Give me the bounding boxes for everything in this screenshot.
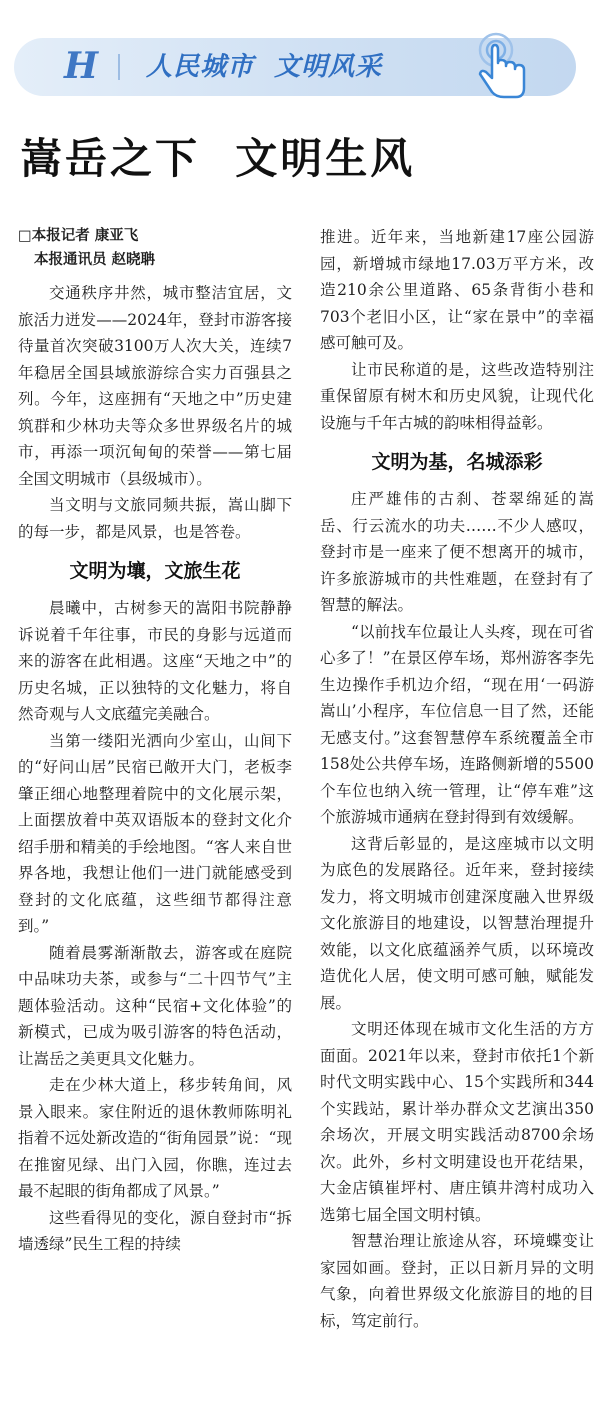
paragraph-continued: 推进。近年来，当地新建17座公园游园，新增城市绿地17.03万平方米，改造210余公里道路、65条背街小巷和703个老旧小区，让“家在景中”的幸福感可触可及。 <box>320 228 594 352</box>
section-letter: H <box>64 45 99 87</box>
byline-correspondent: 本报通讯员 赵晓聃 <box>34 252 156 268</box>
paragraph: 走在少林大道上，移步转角间，风景入眼来。家住附近的退休教师陈明礼指着不远处新改造的“街角园景”说：“现在推窗见绿、出门入园，你瞧，连过去最不起眼的街角都成了风景。” <box>18 1076 292 1200</box>
paragraph: 当第一缕阳光洒向少室山，山间下的“好问山居”民宿已敞开大门，老板李肇正细心地整理着院中的文化展示架，上面摆放着中英双语版本的登封文化介绍手册和精美的手绘地图。“客人来自世界各地，我想让他们一进门就能感受到登封的文化底蕴，这些细节都得注意到。” <box>18 731 292 935</box>
paragraph: 交通秩序井然，城市整洁宜居，文旅活力迸发——2024年，登封市游客接待量首次突破3100万人次大关，连续7年稳居全国县域旅游综合实力百强县之列。今年，这座拥有“天地之中”历史建筑群和少林功夫等众多世界级名片的城市，再添一项沉甸甸的荣誉——第七届全国文明城市（县级城市）。 <box>18 284 292 488</box>
article-headline: 嵩岳之下 文明生风 <box>20 134 416 183</box>
paragraph: 让市民称道的是，这些改造特别注重保留原有树木和历史风貌，让现代化设施与千年古城的韵味相得益彰。 <box>320 360 594 432</box>
paragraph: 庄严雄伟的古刹、苍翠绵延的嵩岳、行云流水的功夫……不少人感叹，登封市是一座来了便不想离开的城市，许多旅游城市的共性难题，在登封有了智慧的解法。 <box>320 490 594 614</box>
paragraph: “以前找车位最让人头疼，现在可省心多了！”在景区停车场，郑州游客李先生边操作手机边介绍，“现在用‘一码游嵩山’小程序，车位信息一目了然，还能无感支付。”这套智慧停车系统覆盖全市158处公共停车场，连路侧新增的5500个车位也纳入统一管理，让“停车难”这个旅游城市通病在登封得到有效缓解。 <box>320 622 594 826</box>
section-heading: 文明为基，名城添彩 <box>371 451 543 473</box>
paragraph: 当文明与文旅同频共振，嵩山脚下的每一步，都是风景，也是答卷。 <box>18 496 292 541</box>
article-column-right <box>320 224 594 1334</box>
paragraph: 文明还体现在城市文化生活的方方面面。2021年以来，登封市依托1个新时代文明实践中心、15个实践所和344个实践站，累计举办群众文艺演出350余场次，开展文明实践活动8700余场次。此外，乡村文明建设也开花结果，大金店镇崔坪村、唐庄镇井湾村成功入选第七届全国文明村镇。 <box>320 1020 594 1224</box>
article-column-left <box>18 224 292 1258</box>
paragraph: 晨曦中，古树参天的嵩阳书院静静诉说着千年往事，市民的身影与远道而来的游客在此相遇。这座“天地之中”的历史名城，正以独特的文化魅力，将自然奇观与人文底蕴完美融合。 <box>18 599 292 723</box>
paragraph: 智慧治理让旅途从容，环境蝶变让家园如画。登封，正以日新月异的文明气象，向着世界级文化旅游目的地的目标，笃定前行。 <box>320 1232 594 1330</box>
paragraph: 这背后彰显的，是这座城市以文明为底色的发展路径。近年来，登封接续发力，将文明城市创建深度融入世界级文化旅游目的地建设，以智慧治理提升效能，以文化底蕴涵养气质，以环境改造优化人居，使文明可感可触，赋能发展。 <box>320 834 594 1012</box>
byline-reporter: □本报记者 康亚飞 <box>18 228 139 244</box>
section-title: 人民城市 文明风采 <box>146 52 383 82</box>
banner-divider <box>118 54 120 80</box>
paragraph: 随着晨雾渐渐散去，游客或在庭院中品味功夫茶，或参与“二十四节气”主题体验活动。这种“民宿+文化体验”的新模式，已成为吸引游客的特色活动，让嵩岳之美更具文化魅力。 <box>18 943 292 1068</box>
touch-hand-icon <box>470 30 534 100</box>
paragraph: 这些看得见的变化，源自登封市“拆墙透绿”民生工程的持续 <box>18 1208 292 1253</box>
section-heading: 文明为壤，文旅生花 <box>69 560 241 582</box>
